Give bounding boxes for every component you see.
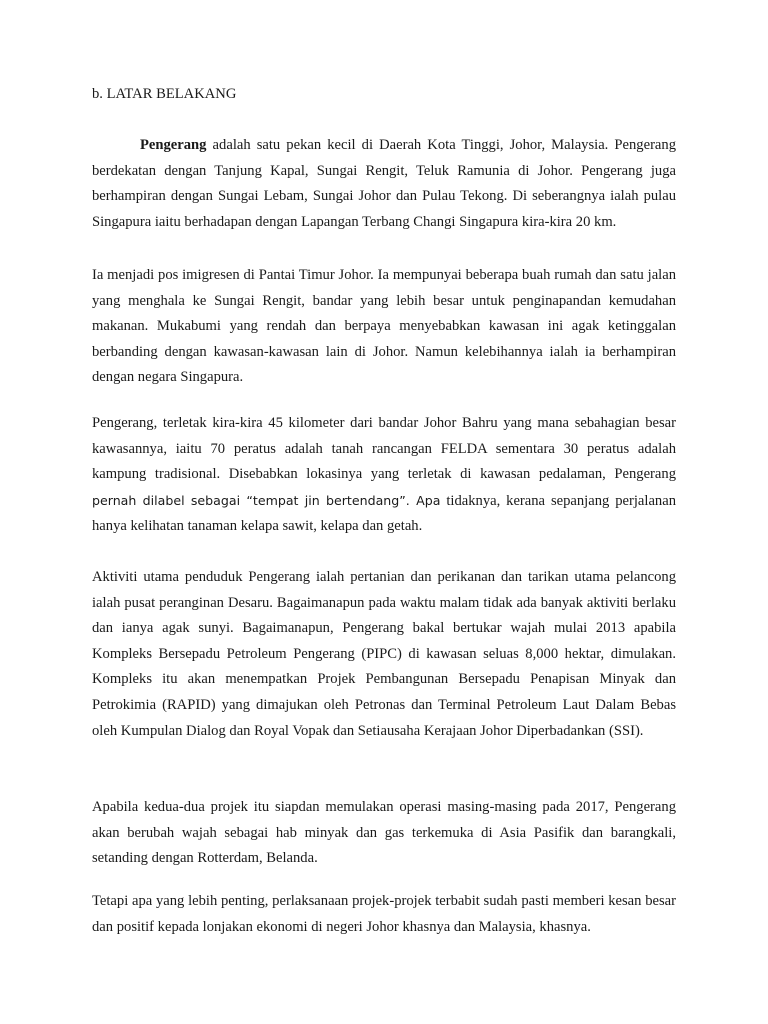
paragraph-1 — [92, 133, 676, 235]
paragraph-3-text-end: tidaknya, kerana sepanjang perjalanan hanya kelihatan tanaman kelapa sawit, kelapa dan getah. — [92, 492, 676, 535]
paragraph-3-alt-font-text: pernah dilabel sebagai “tempat jin bertendang”. Apa — [92, 492, 441, 508]
paragraph-2: Ia menjadi pos imigresen di Pantai Timur Johor. Ia mempunyai beberapa buah rumah dan satu jalan yang menghala ke Sungai Rengit, bandar yang lebih besar untuk penginapandan kemudahan makanan. Mukabumi yang rendah dan berpaya menyebabkan kawasan ini agak ketinggalan berbanding dengan kawasan-kawasan lain di Johor. Namun kelebihannya ialah ia berhampiran dengan negara Singapura. — [92, 267, 676, 386]
paragraph-3-text-start: Pengerang, terletak kira-kira 45 kilometer dari bandar Johor Bahru yang mana sebahagian besar kawasannya, iaitu 70 peratus adalah tanah rancangan FELDA sementara 30 peratus adalah kampung tradisional. Disebabkan lokasinya yang terletak di kawasan pedalaman, Pengerang — [92, 415, 676, 483]
section-heading: b. LATAR BELAKANG — [92, 86, 237, 102]
paragraph-3 — [92, 411, 676, 540]
paragraph-5: Apabila kedua-dua projek itu siapdan memulakan operasi masing-masing pada 2017, Pengerang akan berubah wajah sebagai hab minyak dan gas terkemuka di Asia Pasifik dan barangkali, setanding dengan Rotterdam, Belanda. — [92, 799, 676, 867]
paragraph-1-text: adalah satu pekan kecil di Daerah Kota Tinggi, Johor, Malaysia. Pengerang berdekatan dengan Tanjung Kapal, Sungai Rengit, Teluk Ramunia di Johor. Pengerang juga berhampiran dengan Sungai Lebam, Sungai Johor dan Pulau Tekong. Di seberangnya ialah pulau Singapura iaitu berhadapan dengan Lapangan Terbang Changi Singapura kira-kira 20 km. — [92, 137, 676, 230]
bold-term: Pengerang — [140, 137, 207, 153]
paragraph-4: Aktiviti utama penduduk Pengerang ialah pertanian dan perikanan dan tarikan utama pelancong ialah pusat peranginan Desaru. Bagaimanapun pada waktu malam tidak ada banyak aktiviti berlaku dan ianya agak sunyi. Bagaimanapun, Pengerang bakal bertukar wajah mulai 2013 apabila Kompleks Bersepadu Petroleum Pengerang (PIPC) di kawasan seluas 8,000 hektar, dimulakan. Kompleks itu akan menempatkan Projek Pembangunan Bersepadu Penapisan Minyak dan Petrokimia (RAPID) yang dimajukan oleh Petronas dan Terminal Petroleum Laut Dalam Bebas oleh Kumpulan Dialog dan Royal Vopak dan Setiausaha Kerajaan Johor Diperbadankan (SSI). — [92, 569, 676, 739]
paragraph-6: Tetapi apa yang lebih penting, perlaksanaan projek-projek terbabit sudah pasti memberi kesan besar dan positif kepada lonjakan ekonomi di negeri Johor khasnya dan Malaysia, khasnya. — [92, 893, 676, 935]
